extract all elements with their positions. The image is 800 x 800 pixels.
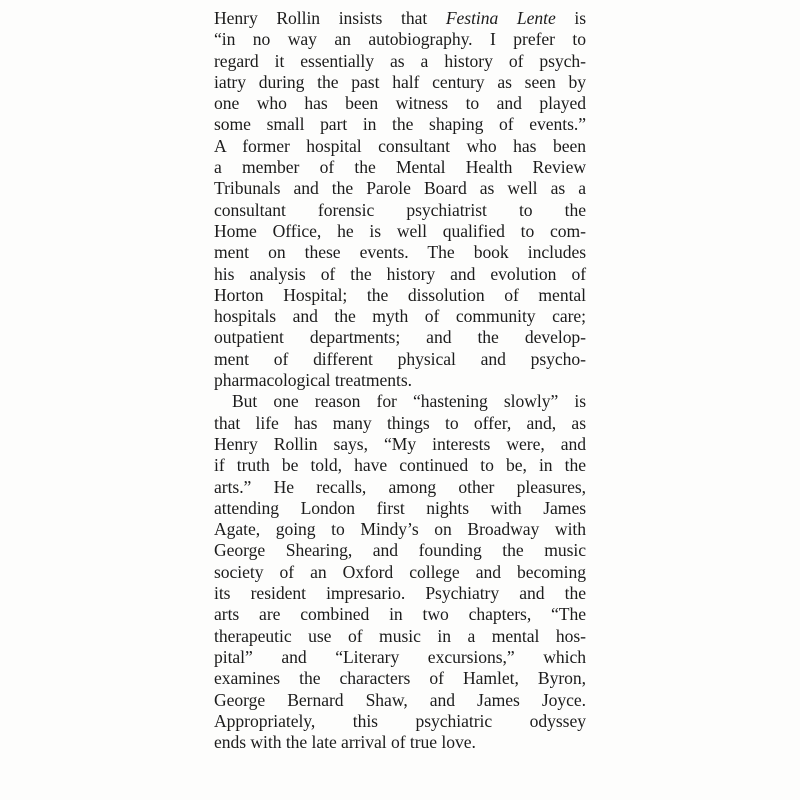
- text-line: [214, 29, 586, 50]
- text-run: Agate, going to Mindy’s on Broadway with: [214, 519, 586, 540]
- text-run: George Shearing, and founding the music: [214, 540, 586, 561]
- text-run: Tribunals and the Parole Board as well as a: [214, 178, 586, 199]
- text-run: ends with the late arrival of true love.: [214, 732, 476, 753]
- text-line: [214, 626, 586, 647]
- text-run: Horton Hospital; the dissolution of mental: [214, 284, 586, 305]
- text-line: [214, 221, 586, 242]
- text-run: if truth be told, have continued to be, in the: [214, 455, 586, 476]
- text-run: its resident impresario. Psychiatry and the: [214, 583, 586, 604]
- text-line: [214, 732, 586, 753]
- text-run: pital” and “Literary excursions,” which: [214, 646, 586, 667]
- text-run: is: [555, 8, 587, 28]
- text-run: Henry Rollin says, “My interests were, and: [214, 433, 586, 454]
- text-line: [214, 604, 586, 625]
- book-title-italic: Festina Lente: [445, 8, 556, 28]
- text-run: arts are combined in two chapters, “The: [214, 604, 586, 625]
- text-line: [214, 178, 586, 199]
- text-line: [214, 434, 586, 455]
- text-line: [214, 200, 586, 221]
- text-run: a member of the Mental Health Review: [214, 157, 586, 178]
- text-line: [214, 349, 586, 370]
- text-run: pharmacological treatments.: [214, 370, 412, 391]
- text-run: therapeutic use of music in a mental hos-: [214, 625, 586, 646]
- text-run: A former hospital consultant who has been: [214, 135, 586, 156]
- text-run: examines the characters of Hamlet, Byron,: [214, 668, 586, 689]
- text-line: [214, 455, 586, 476]
- text-line: [214, 477, 586, 498]
- text-line: [214, 72, 586, 93]
- text-run: attending London first nights with James: [214, 497, 586, 518]
- text-line: [214, 668, 586, 689]
- text-line: [214, 8, 586, 29]
- text-line: [214, 413, 586, 434]
- text-line: [214, 327, 586, 348]
- text-line: [214, 391, 586, 412]
- text-line: [214, 306, 586, 327]
- text-run: “in no way an autobiography. I prefer to: [214, 29, 586, 50]
- text-line: [214, 157, 586, 178]
- paragraph: [214, 8, 586, 391]
- text-run: But one reason for “hastening slowly” is: [232, 391, 586, 412]
- text-line: [214, 647, 586, 668]
- book-blurb-text: [214, 8, 586, 753]
- text-run: Home Office, he is well qualified to com-: [214, 220, 586, 241]
- text-run: regard it essentially as a history of psych-: [214, 50, 586, 71]
- paragraph: [214, 391, 586, 753]
- text-line: [214, 583, 586, 604]
- text-line: [214, 264, 586, 285]
- text-line: [214, 562, 586, 583]
- text-line: [214, 519, 586, 540]
- text-line: [214, 114, 586, 135]
- text-line: [214, 242, 586, 263]
- text-run: consultant forensic psychiatrist to the: [214, 199, 586, 220]
- text-line: [214, 136, 586, 157]
- text-run: hospitals and the myth of community care;: [214, 306, 586, 327]
- text-run: some small part in the shaping of events.”: [214, 114, 586, 135]
- text-run: outpatient departments; and the develop-: [214, 327, 586, 348]
- text-run: that life has many things to offer, and, as: [214, 412, 586, 433]
- text-line: [214, 498, 586, 519]
- text-line: [214, 370, 586, 391]
- text-run: one who has been witness to and played: [214, 93, 586, 114]
- text-line: [214, 690, 586, 711]
- text-run: iatry during the past half century as seen by: [214, 71, 586, 92]
- text-line: [214, 540, 586, 561]
- text-line: [214, 93, 586, 114]
- text-run: ment on these events. The book includes: [214, 242, 586, 263]
- text-line: [214, 51, 586, 72]
- text-run: society of an Oxford college and becoming: [214, 561, 586, 582]
- text-run: Henry Rollin insists that: [214, 8, 446, 28]
- text-run: ment of different physical and psycho-: [214, 348, 586, 369]
- text-run: George Bernard Shaw, and James Joyce.: [214, 689, 586, 710]
- text-line: [214, 285, 586, 306]
- text-run: arts.” He recalls, among other pleasures,: [214, 476, 586, 497]
- text-line: [214, 711, 586, 732]
- text-run: Appropriately, this psychiatric odyssey: [214, 710, 586, 731]
- text-run: his analysis of the history and evolution of: [214, 263, 586, 284]
